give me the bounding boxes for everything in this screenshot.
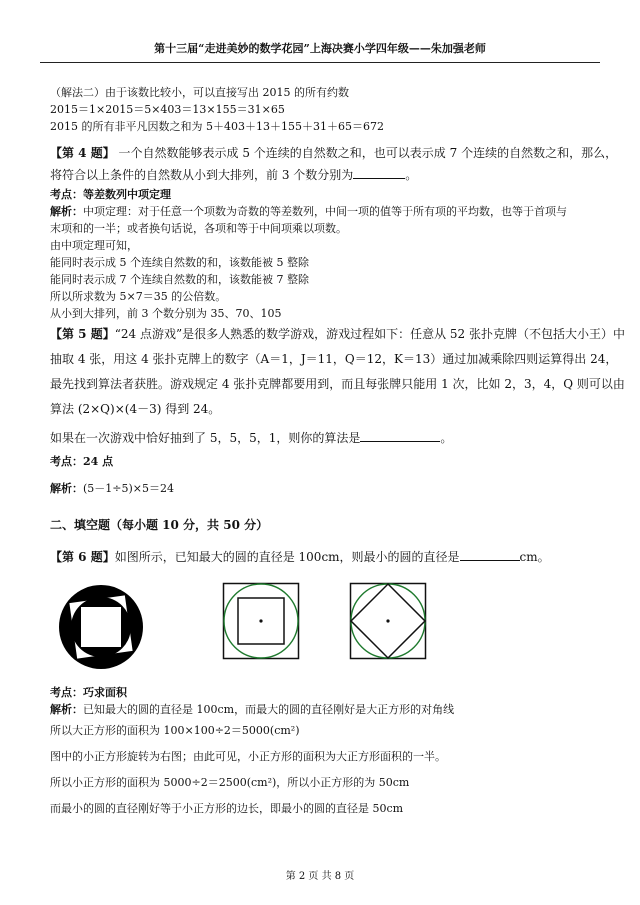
question-4-line-6: 所以所求数为 5×7＝35 的公倍数。 [50,290,227,303]
question-5-text-5-body: 如果在一次游戏中恰好抽到了 5，5，5，1，则你的算法是 [50,431,361,445]
kaodian-value: 巧求面积 [83,686,127,699]
question-4-line-5: 能同时表示成 7 个连续自然数的和，该数能被 7 整除 [50,273,309,286]
figure-2-square-circle [222,582,300,660]
question-4-kaodian [50,186,600,203]
answer-blank-q5 [360,431,440,442]
question-6-line-3: 图中的小正方形旋转为右图；由此可见，小正方形的面积为大正方形面积的一半。 [50,750,446,763]
page-footer: 第 2 页 共 8 页 [285,871,355,882]
question-4-text-2-end: 。 [405,168,418,182]
kaodian-value: 等差数列中项定理 [83,188,171,201]
question-5-text-2: 抽取 4 张，用这 4 张扑克牌上的数字（A＝1，J＝11，Q＝12，K＝13）通过加减乘除四则运算得出 24， [50,352,618,366]
question-4-line-3: 由中项定理可知， [50,239,138,252]
question-6-text-1-end: cm。 [519,550,550,564]
kaodian-label: 考点： [50,455,83,468]
question-4-text-2 [50,164,600,186]
question-6-text-1-body: 如图所示，已知最大的圆的直径是 100cm，则最小的圆的直径是 [114,550,460,564]
question-6-jiexi-1 [50,701,600,718]
question-4-line-7: 从小到大排列，前 3 个数分别为 35、70、105 [50,307,282,320]
kaodian-value: 24 点 [83,455,114,468]
question-6-line-5: 而最小的圆的直径刚好等于小正方形的边长，即最小的圆的直径是 50cm [50,802,404,815]
question-5-text-5-end: 。 [440,431,453,445]
question-4-line-4: 能同时表示成 5 个连续自然数的和，该数能被 5 整除 [50,256,309,269]
question-5-text-1-body: “24 点游戏”是很多人熟悉的数学游戏，游戏过程如下：任意从 52 张扑克牌（不包括大小王）中 [114,327,625,341]
question-5-kaodian [50,453,600,470]
kaodian-label: 考点： [50,188,83,201]
question-4-block [50,142,618,322]
solution-2-line-1: （解法二）由于该数比较小，可以直接写出 2015 的所有约数 [50,86,349,99]
question-6-tag: 【第 6 题】 [50,550,115,564]
jiexi-label: 解析： [50,703,83,716]
question-4-jiexi-2: 末项和的一半；或者换句话说，各项和等于中间项乘以项数。 [50,222,347,235]
question-5-text-1 [50,322,625,347]
question-5-text-4: 算法 (2×Q)×(4－3) 得到 24。 [50,402,221,416]
question-5-jiexi [50,480,600,497]
question-5-text-5 [50,426,600,451]
jiexi-label: 解析： [50,482,83,495]
solution-2-line-2: 2015＝1×2015＝5×403＝13×155＝31×65 [50,103,285,116]
answer-blank-q4 [353,168,405,179]
solution-2-block [50,84,600,135]
question-4-jiexi-1 [50,203,600,220]
answer-blank-q6 [460,550,520,561]
question-6-block [50,546,600,568]
question-4-tag: 【第 4 题】 [50,146,115,160]
question-6-analysis [50,684,600,822]
figure-3-rotated-square [349,582,427,660]
kaodian-label: 考点： [50,686,83,699]
section-2-title: 二、填空题（每小题 10 分，共 50 分） [50,518,269,532]
question-4-text-1 [50,142,618,164]
question-5-text-3: 最先找到算法者获胜。游戏规定 4 张扑克牌都要用到，而且每张牌只能用 1 次，比如 2，3，4，Q 则可以由 [50,377,625,391]
question-4-text-2-body: 将符合以上条件的自然数从小到大排列，前 3 个数分别为 [50,168,354,182]
jiexi-label: 解析： [50,205,83,218]
solution-2-line-3: 2015 的所有非平凡因数之和为 5＋403＋13＋155＋31＋65＝672 [50,120,384,133]
jiexi-text: (5－1÷5)×5＝24 [83,482,175,495]
figure-1-black-disc [56,582,146,672]
question-6-line-2: 所以大正方形的面积为 100×100÷2＝5000(cm²) [50,724,300,737]
question-4-text-1-body: 一个自然数能够表示成 5 个连续的自然数之和，也可以表示成 7 个连续的自然数之和，那么， [114,146,618,160]
jiexi-text: 已知最大的圆的直径是 100cm，而最大的圆的直径刚好是大正方形的对角线 [83,703,455,716]
question-5-block [50,322,625,497]
question-5-tag: 【第 5 题】 [50,327,115,341]
question-6-line-4: 所以小正方形的面积为 5000÷2＝2500(cm²)，所以小正方形的为 50cm [50,776,410,789]
question-6-text-1 [50,546,600,568]
question-6-kaodian [50,684,600,701]
page-header: 第十三届“走进美妙的数学花园”上海决赛小学四年级——朱加强老师 [40,40,600,63]
jiexi-text: 中项定理：对于任意一个项数为奇数的等差数列，中间一项的值等于所有项的平均数，也等于首项与 [83,205,567,218]
section-2-block [50,514,600,536]
